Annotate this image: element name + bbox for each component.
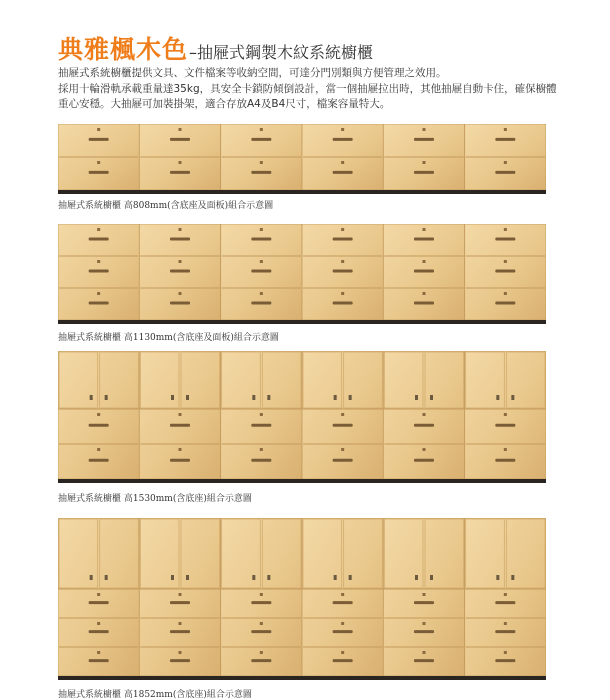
cabinet-base [58,479,546,483]
drawer-handle [89,138,109,141]
drawer-handle [333,659,353,662]
drawer-lock [423,128,426,131]
lock-icon [186,395,189,400]
drawer-lock [97,413,100,416]
drawer-lock [97,292,100,295]
drawer-handle [251,459,271,462]
drawer-handle [495,659,515,662]
lock-icon [90,395,93,400]
caption-1852: 抽屜式系統櫥櫃 高1852mm(含底座)組合示意圖 [58,690,252,700]
drawer-lock [423,260,426,263]
drawer-handle [333,301,353,304]
intro-text [58,66,558,113]
drawer-lock [341,622,344,625]
lock-icon [105,575,108,580]
cabinet-base [58,190,546,194]
drawer-handle [89,630,109,633]
drawer-lock [97,161,100,164]
lock-icon [349,575,352,580]
drawer-handle [333,138,353,141]
drawer-handle [251,237,271,240]
lock-icon [186,575,189,580]
lock-icon [415,575,418,580]
lock-icon [252,395,255,400]
drawer-lock [341,161,344,164]
lock-icon [171,395,174,400]
cabinet-combo-808 [58,124,546,194]
drawer-handle [414,424,434,427]
lock-icon [105,395,108,400]
drawer-handle [333,171,353,174]
drawer-lock [504,292,507,295]
drawer-lock [504,260,507,263]
page-title [58,30,373,64]
title-sub: –抽屜式鋼製木紋系統櫥櫃 [189,43,374,62]
drawer-handle [170,459,190,462]
lock-icon [267,395,270,400]
drawer-handle [170,424,190,427]
drawer-lock [260,413,263,416]
drawer-handle [414,301,434,304]
drawer-lock [260,260,263,263]
drawer-handle [89,269,109,272]
drawer-lock [504,448,507,451]
drawer-handle [495,630,515,633]
drawer-handle [89,459,109,462]
drawer-handle [170,138,190,141]
drawer-lock [97,622,100,625]
drawer-handle [170,659,190,662]
drawer-lock [423,228,426,231]
drawer-lock [179,622,182,625]
cabinet-base [58,320,546,324]
lock-icon [349,395,352,400]
drawer-handle [495,138,515,141]
drawer-lock [504,651,507,654]
drawer-handle [89,301,109,304]
drawer-handle [414,171,434,174]
drawer-lock [341,228,344,231]
drawer-handle [89,601,109,604]
drawer-handle [89,424,109,427]
drawer-lock [504,593,507,596]
drawer-lock [179,260,182,263]
drawer-handle [333,459,353,462]
drawer-handle [251,269,271,272]
drawer-handle [495,459,515,462]
caption-808: 抽屜式系統櫥櫃 高808mm(含底座及面板)組合示意圖 [58,201,274,211]
drawer-lock [260,448,263,451]
drawer-handle [414,138,434,141]
drawer-lock [504,128,507,131]
drawer-lock [97,651,100,654]
intro-line-2: 採用十輪滑軌承載重量達35kg，具安全卡鎖防傾倒設計，當一個抽屜拉出時，其他抽屜自動卡住，確保櫥體重心安穩。大抽屜可加裝掛架，適合存放A4及B4尺寸，檔案容量特大。 [58,82,557,110]
cabinet-combo-1130 [58,224,546,324]
lock-icon [171,575,174,580]
drawer-lock [97,128,100,131]
drawer-lock [260,161,263,164]
drawer-lock [260,228,263,231]
drawer-lock [341,260,344,263]
lock-icon [511,575,514,580]
drawer-handle [170,237,190,240]
drawer-handle [495,269,515,272]
drawer-handle [495,237,515,240]
drawer-handle [333,630,353,633]
drawer-handle [251,424,271,427]
drawer-handle [89,659,109,662]
drawer-handle [170,171,190,174]
drawer-lock [97,228,100,231]
caption-1530: 抽屜式系統櫥櫃 高1530mm(含底座)組合示意圖 [58,494,252,504]
drawer-lock [504,622,507,625]
drawer-lock [423,651,426,654]
drawer-lock [423,593,426,596]
drawer-lock [179,228,182,231]
cabinet-combo-1852 [58,518,546,680]
cabinet-illustration [58,124,546,194]
lock-icon [334,395,337,400]
title-main: 典雅楓木色 [58,35,189,64]
drawer-lock [504,161,507,164]
drawer-handle [170,630,190,633]
intro-line-1: 抽屜式系統櫥櫃提供文具、文件檔案等收納空間，可達分門別類與方便管理之效用。 [58,67,447,79]
lock-icon [511,395,514,400]
drawer-lock [260,292,263,295]
drawer-handle [89,171,109,174]
drawer-lock [341,651,344,654]
drawer-lock [179,413,182,416]
drawer-handle [333,601,353,604]
drawer-handle [251,171,271,174]
lock-icon [90,575,93,580]
cabinet-base [58,676,546,680]
cabinet-illustration [58,224,546,324]
drawer-lock [423,161,426,164]
drawer-lock [423,413,426,416]
drawer-handle [414,237,434,240]
drawer-lock [260,622,263,625]
drawer-handle [333,269,353,272]
drawer-handle [333,237,353,240]
drawer-handle [414,659,434,662]
drawer-lock [97,593,100,596]
drawer-lock [179,128,182,131]
drawer-handle [251,301,271,304]
drawer-handle [495,601,515,604]
drawer-handle [414,601,434,604]
drawer-handle [251,138,271,141]
lock-icon [496,395,499,400]
drawer-handle [495,424,515,427]
drawer-handle [495,301,515,304]
drawer-lock [341,413,344,416]
drawer-lock [341,593,344,596]
drawer-lock [423,448,426,451]
caption-1130: 抽屜式系統櫥櫃 高1130mm(含底座及面板)組合示意圖 [58,333,279,343]
drawer-lock [260,651,263,654]
drawer-lock [341,128,344,131]
drawer-lock [179,593,182,596]
drawer-lock [260,593,263,596]
drawer-handle [251,601,271,604]
drawer-handle [251,630,271,633]
drawer-handle [170,269,190,272]
drawer-handle [414,269,434,272]
lock-icon [430,395,433,400]
drawer-handle [333,424,353,427]
cabinet-illustration [58,351,546,483]
drawer-lock [423,292,426,295]
drawer-lock [97,448,100,451]
drawer-handle [414,630,434,633]
drawer-lock [504,413,507,416]
drawer-handle [170,301,190,304]
drawer-lock [179,161,182,164]
drawer-handle [170,601,190,604]
drawer-handle [251,659,271,662]
lock-icon [267,575,270,580]
drawer-handle [495,171,515,174]
drawer-lock [179,651,182,654]
drawer-lock [423,622,426,625]
lock-icon [496,575,499,580]
cabinet-illustration [58,518,546,680]
drawer-handle [414,459,434,462]
cabinet-combo-1530 [58,351,546,483]
drawer-lock [504,228,507,231]
lock-icon [334,575,337,580]
drawer-lock [179,448,182,451]
drawer-lock [179,292,182,295]
drawer-lock [260,128,263,131]
drawer-handle [89,237,109,240]
drawer-lock [341,292,344,295]
lock-icon [430,575,433,580]
lock-icon [252,575,255,580]
lock-icon [415,395,418,400]
drawer-lock [341,448,344,451]
drawer-lock [97,260,100,263]
